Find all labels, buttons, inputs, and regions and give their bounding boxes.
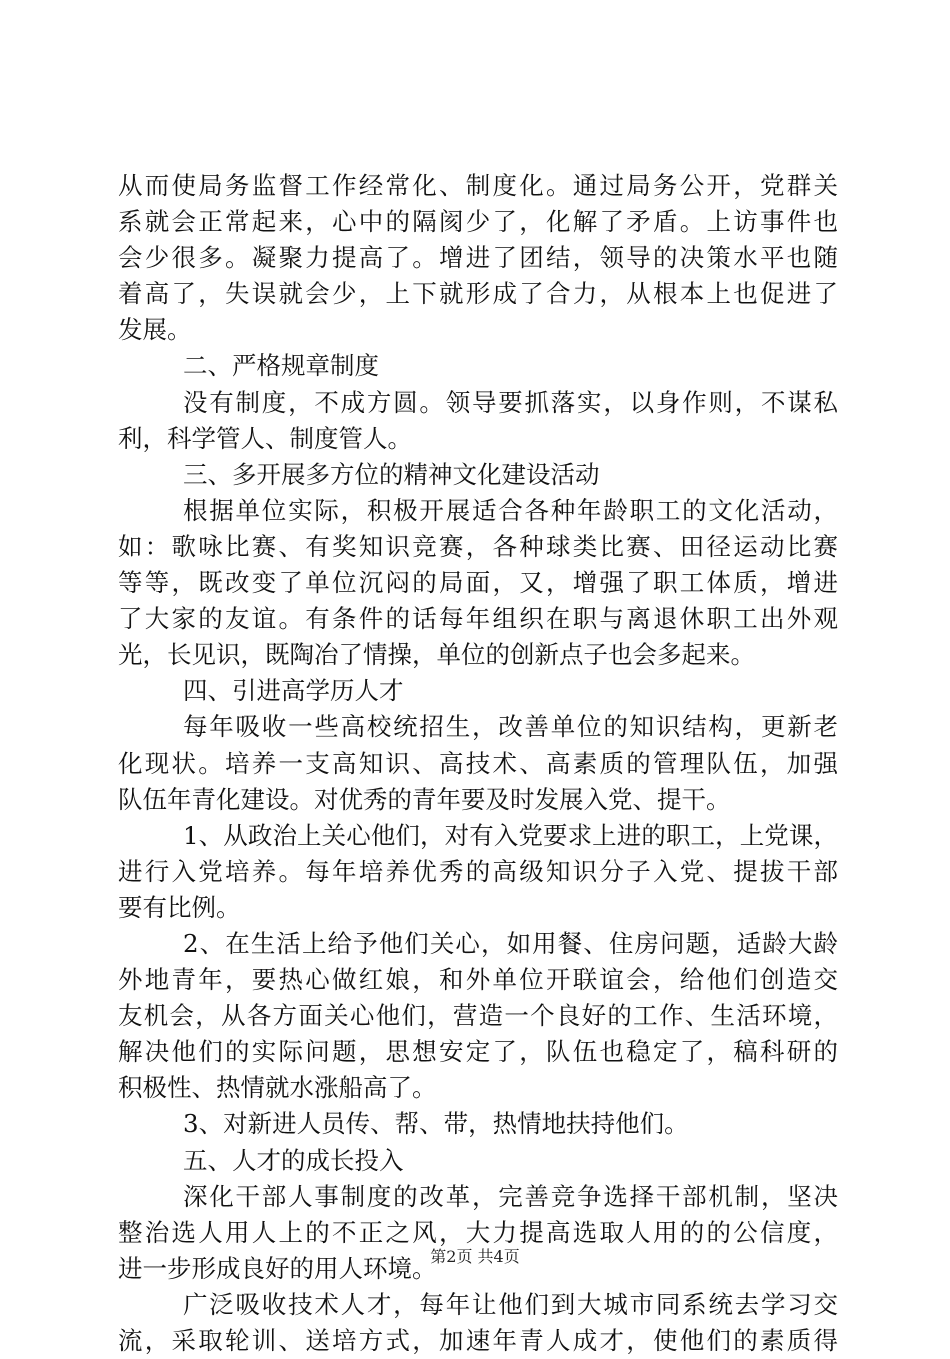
text-line: 着高了，失误就会少，上下就形成了合力，从根本上也促进了 [118,279,838,309]
text-line: 外地青年，要热心做红娘，和外单位开联谊会，给他们创造交 [118,965,838,995]
page-footer: 第2页 共4页 [430,1247,520,1266]
text-line: 每年吸收一些高校统招生，改善单位的知识结构，更新老 [183,712,838,742]
text-line: 了大家的友谊。有条件的话每年组织在职与离退休职工出外观 [118,604,838,634]
text-line: 进一步形成良好的用人环境。 [118,1253,437,1283]
text-line: 进行入党培养。每年培养优秀的高级知识分子入党、提拔干部 [118,856,838,886]
text-line: 广泛吸收技术人才，每年让他们到大城市同系统去学习交 [183,1289,838,1319]
text-line: 深化干部人事制度的改革，完善竞争选择干部机制，坚决 [183,1181,838,1211]
text-line: 三、多开展多方位的精神文化建设活动 [183,459,600,489]
text-line: 五、人才的成长投入 [183,1145,404,1175]
text-line: 3、对新进人员传、帮、带，热情地扶持他们。 [183,1109,689,1139]
text-line: 发展。 [118,315,192,345]
text-line: 2、在生活上给予他们关心，如用餐、住房问题，适龄大龄 [183,928,838,958]
text-line: 整治选人用人上的不正之风，大力提高选取人用的的公信度， [118,1217,838,1247]
text-line: 根据单位实际，积极开展适合各种年龄职工的文化活动， [183,495,838,525]
text-line: 四、引进高学历人才 [183,676,404,706]
text-line: 光，长见识，既陶冶了情操，单位的创新点子也会多起来。 [118,640,755,670]
text-line: 利，科学管人、制度管人。 [118,423,412,453]
text-line: 队伍年青化建设。对优秀的青年要及时发展入党、提干。 [118,784,731,814]
text-line: 系就会正常起来，心中的隔阂少了，化解了矛盾。上访事件也 [118,207,838,237]
text-line: 二、严格规章制度 [183,351,379,381]
text-line: 要有比例。 [118,892,241,922]
text-line: 积极性、热情就水涨船高了。 [118,1073,437,1103]
text-line: 没有制度，不成方圆。领导要抓落实，以身作则，不谋私 [183,387,838,417]
text-line: 会少很多。凝聚力提高了。增进了团结，领导的决策水平也随 [118,243,838,273]
text-line: 友机会，从各方面关心他们，营造一个良好的工作、生活环境， [118,1001,838,1031]
text-line: 如：歌咏比赛、有奖知识竞赛，各种球类比赛、田径运动比赛 [118,531,838,561]
text-line: 流，采取轮训、送培方式，加速年青人成才，使他们的素质得 [118,1326,838,1355]
text-line: 解决他们的实际问题，思想安定了，队伍也稳定了，稿科研的 [118,1037,838,1067]
text-line: 等等，既改变了单位沉闷的局面，又，增强了职工体质，增进 [118,568,838,598]
text-line: 1、从政治上关心他们，对有入党要求上进的职工，上党课， [183,820,838,850]
document-body [118,168,838,1359]
text-line: 从而使局务监督工作经常化、制度化。通过局务公开，党群关 [118,171,838,200]
text-line: 化现状。培养一支高知识、高技术、高素质的管理队伍，加强 [118,748,838,778]
